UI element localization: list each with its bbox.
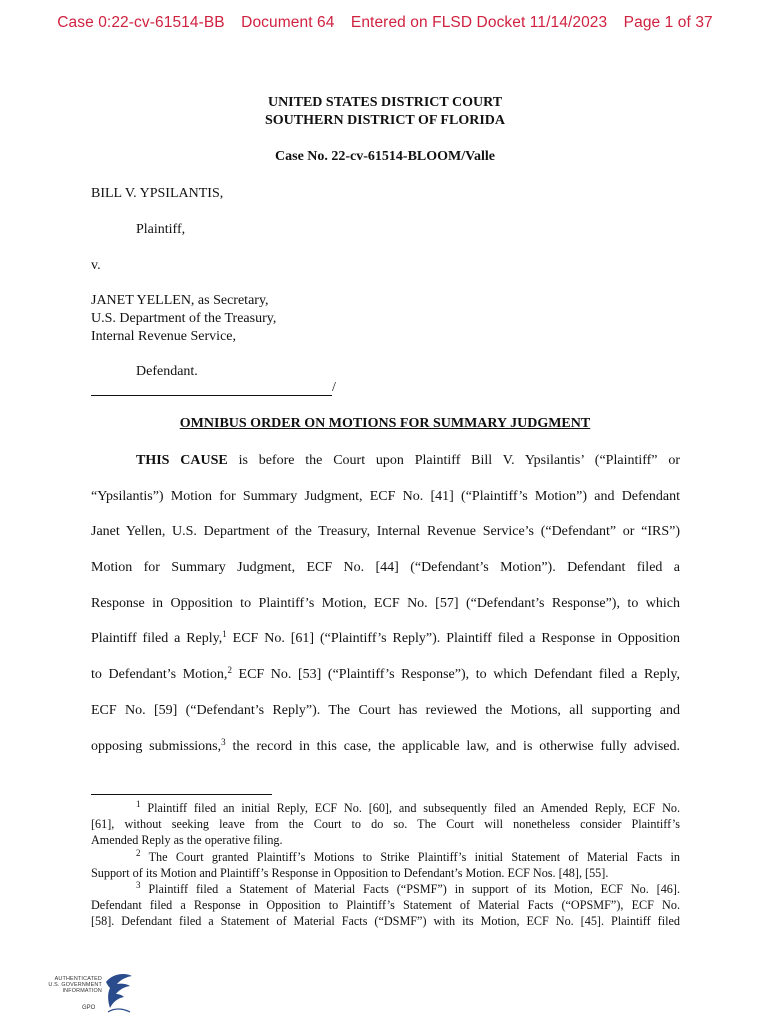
footnote-rule xyxy=(91,794,272,795)
docket-header xyxy=(0,14,770,32)
footnote-3-line-2: Defendant filed a Response in Opposition to Plaintiff’s Statement of Material Facts (“OPSMF”), ECF No. xyxy=(91,898,680,912)
footnote-1-text-1: Plaintiff filed an initial Reply, ECF No. [60], and subsequently filed an Amended Reply, ECF No. xyxy=(147,801,681,815)
body-line-9-a: opposing submissions, xyxy=(91,739,222,754)
body-line-1-text: is before the Court upon Plaintiff Bill V. Ypsilantis’ (“Plaintiff” or xyxy=(227,453,680,468)
docket-case-number: Case 0:22-cv-61514-BB xyxy=(57,14,225,31)
gpo-seal xyxy=(44,972,134,1018)
gpo-seal-line-3: INFORMATION xyxy=(62,988,102,995)
body-line-8: ECF No. [59] (“Defendant’s Reply”). The Court has reviewed the Motions, all supporting and xyxy=(91,703,680,718)
footnote-1-line-2: [61], without seeking leave from the Court to do so. The Court will nonetheless consider Plaintiff’s xyxy=(91,817,680,831)
docket-page-count: Page 1 of 37 xyxy=(623,14,713,31)
case-number: Case No. 22-cv-61514-BLOOM/Valle xyxy=(275,149,495,164)
body-line-4: Motion for Summary Judgment, ECF No. [44] (“Defendant’s Motion”). Defendant filed a xyxy=(91,560,680,575)
footnote-1-number: 1 xyxy=(136,799,141,809)
footnote-2 xyxy=(91,849,680,881)
court-name: UNITED STATES DISTRICT COURT xyxy=(267,95,503,110)
footnote-2-text-1: The Court granted Plaintiff’s Motions to Strike Plaintiff’s initial Statement of Material Facts in xyxy=(148,850,680,864)
versus: v. xyxy=(91,258,101,273)
gpo-seal-line-2: U.S. GOVERNMENT xyxy=(48,982,102,989)
footnote-1-line-1 xyxy=(91,800,680,816)
footnote-ref-2[interactable]: 2 xyxy=(227,665,232,675)
footnote-ref-1[interactable]: 1 xyxy=(222,629,227,639)
body-line-9-b: the record in this case, the applicable law, and is otherwise fully advised. xyxy=(225,739,680,754)
footnote-3-number: 3 xyxy=(136,880,141,890)
gpo-seal-line-1: AUTHENTICATED xyxy=(54,976,102,982)
gpo-label: GPO xyxy=(82,1005,96,1011)
body-line-7 xyxy=(91,666,680,684)
footnote-1 xyxy=(91,800,680,848)
footnote-3-line-3: [58]. Defendant filed a Statement of Material Facts (“DSMF”) with its Motion, ECF No. [45]. Plaintiff filed xyxy=(91,914,680,928)
body-line-7-b: ECF No. [53] (“Plaintiff’s Response”), to which Defendant filed a Reply, xyxy=(231,667,680,682)
gpo-seal-text xyxy=(44,976,102,995)
body-line-5: Response in Opposition to Plaintiff’s Motion, ECF No. [57] (“Defendant’s Response”), to which xyxy=(91,596,680,611)
plaintiff-name: BILL V. YPSILANTIS, xyxy=(91,186,224,201)
body-line-1 xyxy=(136,452,680,470)
footnote-2-line-2: Support of its Motion and Plaintiff’s Response in Opposition to Defendant’s Motion. ECF Nos. [48], [55]. xyxy=(91,866,609,880)
footnote-3-line-1 xyxy=(91,881,680,897)
defendant-line-3: Internal Revenue Service, xyxy=(91,329,236,344)
body-line-9 xyxy=(91,738,680,756)
body-line-6 xyxy=(91,630,680,648)
this-cause-label: THIS CAUSE xyxy=(136,453,228,468)
docket-document-number: Document 64 xyxy=(241,14,335,31)
body-line-2: “Ypsilantis”) Motion for Summary Judgment, ECF No. [41] (“Plaintiff’s Motion”) and Defendant xyxy=(91,489,680,504)
body-line-6-b: ECF No. [61] (“Plaintiff’s Reply”). Plaintiff filed a Response in Opposition xyxy=(226,631,681,646)
footnote-2-number: 2 xyxy=(136,848,141,858)
court-heading xyxy=(0,94,770,130)
gpo-eagle-icon xyxy=(100,972,134,1018)
defendant-line-2: U.S. Department of the Treasury, xyxy=(91,311,277,326)
caption-rule xyxy=(91,395,332,396)
docket-entered: Entered on FLSD Docket 11/14/2023 xyxy=(350,14,608,31)
footnote-3 xyxy=(91,881,680,929)
body-line-6-a: Plaintiff filed a Reply, xyxy=(91,631,223,646)
body-line-3: Janet Yellen, U.S. Department of the Treasury, Internal Revenue Service’s (“Defendant” or “IRS”) xyxy=(91,524,680,539)
footnote-ref-3[interactable]: 3 xyxy=(221,737,226,747)
order-title: OMNIBUS ORDER ON MOTIONS FOR SUMMARY JUDGMENT xyxy=(179,416,591,431)
plaintiff-role: Plaintiff, xyxy=(136,222,186,237)
defendant-line-1: JANET YELLEN, as Secretary, xyxy=(91,293,269,308)
defendant-role: Defendant. xyxy=(136,364,198,379)
court-district: SOUTHERN DISTRICT OF FLORIDA xyxy=(265,113,505,128)
footnote-1-line-3: Amended Reply as the operative filing. xyxy=(91,833,283,847)
caption-slash: / xyxy=(332,380,336,395)
footnote-3-text-1: Plaintiff filed a Statement of Material Facts (“PSMF”) in support of its Motion, ECF No. [46]. xyxy=(148,882,680,896)
footnote-2-line-1 xyxy=(91,849,680,865)
body-line-7-a: to Defendant’s Motion, xyxy=(91,667,228,682)
